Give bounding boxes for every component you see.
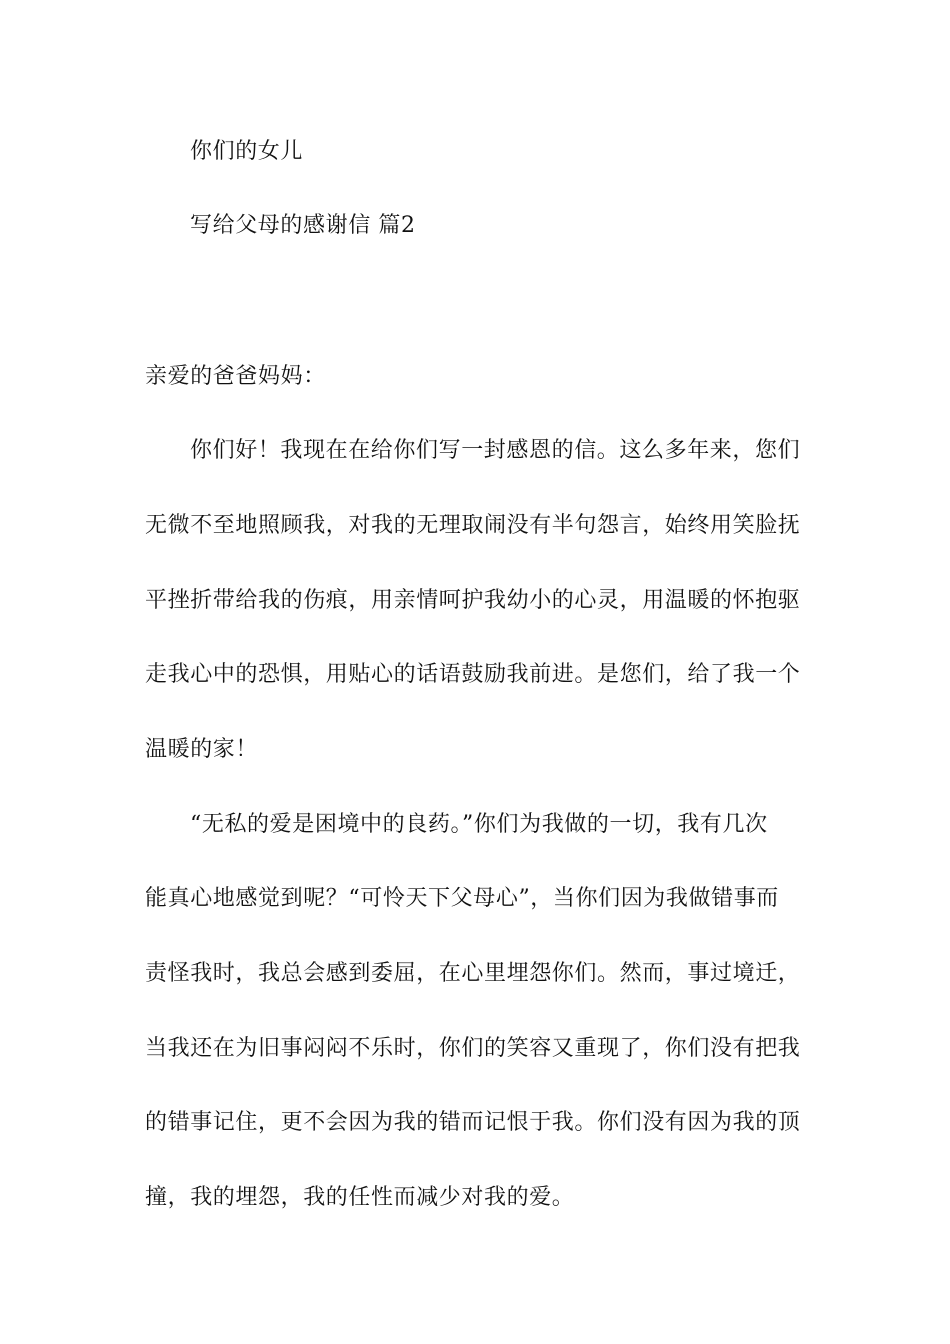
salutation: 亲爱的爸爸妈妈： — [145, 364, 326, 389]
paragraph-2-line: “无私的爱是困境中的良药。”你们为我做的一切，我有几次 — [190, 812, 768, 837]
paragraph-1-line: 温暖的家！ — [145, 737, 259, 762]
paragraph-1-line: 平挫折带给我的伤痕，用亲情呵护我幼小的心灵，用温暖的怀抱驱 — [145, 588, 801, 613]
paragraph-1-line: 无微不至地照顾我，对我的无理取闹没有半句怨言，始终用笑脸抚 — [145, 513, 801, 538]
paragraph-1-line: 走我心中的恐惧，用贴心的话语鼓励我前进。是您们，给了我一个 — [145, 662, 801, 687]
paragraph-2-line: 能真心地感觉到呢？“可怜天下父母心”，当你们因为我做错事而 — [145, 886, 779, 911]
paragraph-2-line: 的错事记住，更不会因为我的错而记恨于我。你们没有因为我的顶 — [145, 1110, 801, 1135]
paragraph-1-line: 你们好！我现在在给你们写一封感恩的信。这么多年来，您们 — [190, 438, 801, 463]
letter-signature: 你们的女儿 — [190, 139, 304, 164]
paragraph-2-line: 当我还在为旧事闷闷不乐时，你们的笑容又重现了，你们没有把我 — [145, 1036, 801, 1061]
paragraph-2-line: 撞，我的埋怨，我的任性而减少对我的爱。 — [145, 1185, 575, 1210]
section-title: 写给父母的感谢信 篇2 — [190, 213, 416, 238]
paragraph-2-line: 责怪我时，我总会感到委屈，在心里埋怨你们。然而，事过境迁， — [145, 961, 801, 986]
